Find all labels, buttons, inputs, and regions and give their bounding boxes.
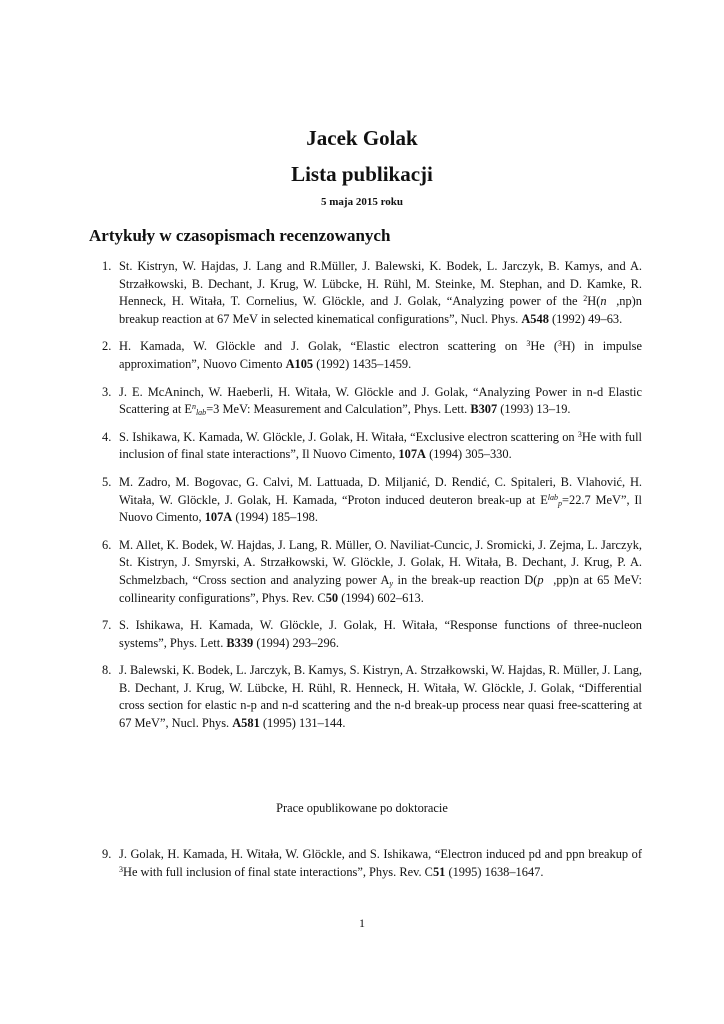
entry-number: 9. <box>102 847 112 861</box>
publication-entry <box>90 662 642 732</box>
publication-entry <box>90 846 642 881</box>
entry-text: S. Ishikawa, H. Kamada, W. Glöckle, J. Golak, H. Witała, “Response functions of three-nucleon systems”, Phys. Lett. B339 (1994) 293–296. <box>119 618 642 650</box>
entry-text: M. Zadro, M. Bogovac, G. Calvi, M. Lattuada, D. Miljanić, D. Rendić, C. Spitaleri, B. Vlahović, H. Witała, W. Glöckle, J. Golak, H. Kamada, “Proton induced deuteron break-up at $E^{lab}_p=22.7$ MeV”, Il Nuovo Cimento, 107A (1994) 185–198. <box>119 474 642 525</box>
publication-entry <box>90 258 642 328</box>
entry-text: M. Allet, K. Bodek, W. Hajdas, J. Lang, R. Müller, O. Naviliat-Cuncic, J. Sromicki, J. Zejma, L. Jarczyk, St. Kistryn, J. Smyrski, A. Strzałkowski, W. Glöckle, J. Golak, H. Witała, B. Dechant, J. Krug, P. A. Schmelzbach, “Cross section and analyzing power $A_y$ in the break-up reaction D(p⃗,pp)n at 65 MeV: collinearity configurations”, Phys. Rev. C50 (1994) 602–613. <box>119 537 642 605</box>
publication-list <box>90 258 642 743</box>
entry-text: J. E. McAninch, W. Haeberli, H. Witała, W. Glöckle and J. Golak, “Analyzing Power in n-d Elastic Scattering at $E^n_{lab}=3$ MeV: Measurement and Calculation”, Phys. Lett. B307 (1993) 13–19. <box>119 384 642 418</box>
page-number: 1 <box>359 916 365 930</box>
publication-entry <box>90 429 642 464</box>
subsection-heading: Prace opublikowane po doktoracie <box>276 801 448 815</box>
entry-number: 3. <box>102 384 112 399</box>
entry-number: 5. <box>102 474 112 489</box>
entry-text: S. Ishikawa, K. Kamada, W. Glöckle, J. Golak, H. Witała, “Exclusive electron scattering on $^3$He with full inclusion of final state interactions”, Il Nuovo Cimento, 107A (1994) 305–330. <box>119 429 642 462</box>
publication-entry <box>90 617 642 652</box>
publication-entry <box>90 537 642 607</box>
document-title: Lista publikacji <box>291 162 433 186</box>
publication-entry <box>90 384 642 419</box>
publication-entry <box>90 474 642 527</box>
publication-entry <box>90 338 642 373</box>
entry-text: J. Golak, H. Kamada, H. Witała, W. Glöckle, and S. Ishikawa, “Electron induced pd and ppn breakup of $^3$He with full inclusion of final state interactions”, Phys. Rev. C51 (1995) 1638–1647. <box>119 847 642 879</box>
entry-number: 7. <box>102 618 112 633</box>
section-heading: Artykuły w czasopismach recenzowanych <box>89 226 391 245</box>
entry-number: 4. <box>102 429 112 444</box>
entry-number: 8. <box>102 663 112 678</box>
entry-number: 6. <box>102 537 112 552</box>
entry-number: 1. <box>102 259 112 273</box>
author-name: Jacek Golak <box>306 126 418 150</box>
entry-text: St. Kistryn, W. Hajdas, J. Lang and R.Müller, J. Balewski, K. Bodek, L. Jarczyk, B. Kamys, and A. Strzałkowski, B. Dechant, J. Krug, W. Lübcke, H. Rühl, M. Steinke, M. Stephan, and D. Kamke, R. Henneck, H. Witała, T. Cornelius, W. Glöckle, and J. Golak, “Analyzing power of the $^2$H(n⃗,np)n breakup reaction at 67 MeV in selected kinematical configurations”, Nucl. Phys. A548 (1992) 49–63. <box>119 259 642 326</box>
document-date: 5 maja 2015 roku <box>321 196 403 208</box>
publication-list-postdoc <box>90 846 642 891</box>
entry-text: J. Balewski, K. Bodek, L. Jarczyk, B. Kamys, S. Kistryn, A. Strzałkowski, W. Hajdas, R. Müller, J. Lang, B. Dechant, J. Krug, W. Lübcke, H. Rühl, R. Henneck, H. Witała, W. Glöckle, J. Golak, “Differential cross section for elastic n-p and n-d scattering and the n-d break-up process near quasi free-scattering at 67 MeV”, Nucl. Phys. A581 (1995) 131–144. <box>119 663 642 731</box>
entry-number: 2. <box>102 339 112 354</box>
entry-text: H. Kamada, W. Glöckle and J. Golak, “Elastic electron scattering on $^3$He ($^3$H) in impulse approximation”, Nuovo Cimento A105 (1992) 1435–1459. <box>119 339 643 371</box>
